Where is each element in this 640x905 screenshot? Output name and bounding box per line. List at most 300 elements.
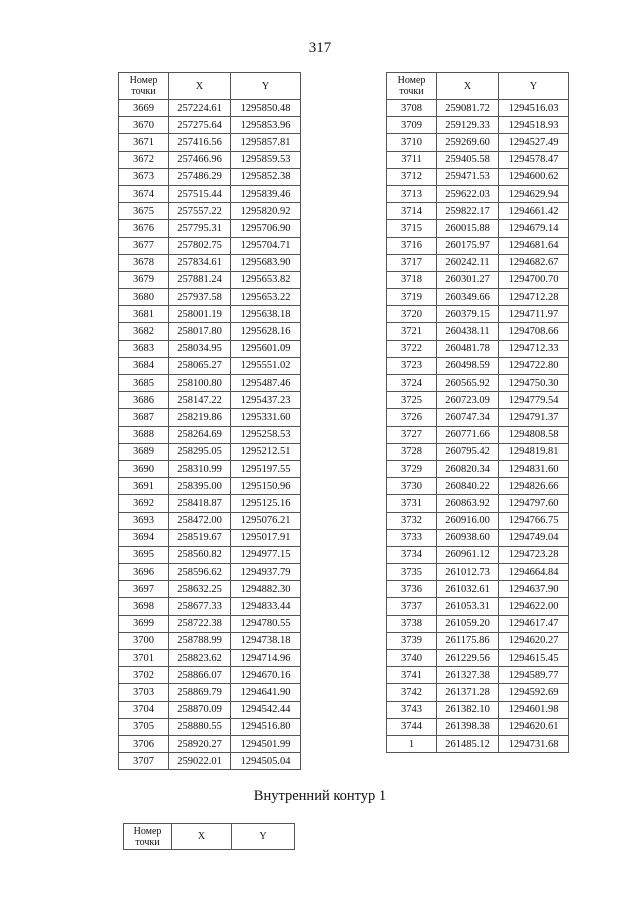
- point-number-cell: 3700: [119, 632, 169, 649]
- y-coordinate-cell: 1295857.81: [231, 134, 301, 151]
- table-row: [387, 460, 569, 477]
- y-coordinate-cell: 1295258.53: [231, 426, 301, 443]
- point-number-cell: 3732: [387, 512, 437, 529]
- table-row: [119, 632, 301, 649]
- table-row: [387, 426, 569, 443]
- point-number-cell: 3706: [119, 735, 169, 752]
- y-coordinate-cell: 1295076.21: [231, 512, 301, 529]
- y-coordinate-cell: 1295704.71: [231, 237, 301, 254]
- page-number: 317: [308, 40, 332, 56]
- y-coordinate-cell: 1294589.77: [499, 667, 569, 684]
- y-coordinate-cell: 1295653.22: [231, 289, 301, 306]
- y-coordinate-cell: 1294516.03: [499, 100, 569, 117]
- table-row: [387, 564, 569, 581]
- table-row: [119, 460, 301, 477]
- y-coordinate-cell: 1295437.23: [231, 392, 301, 409]
- y-coordinate-cell: 1294505.04: [231, 753, 301, 770]
- point-number-cell: 3730: [387, 478, 437, 495]
- x-coordinate-cell: 261229.56: [437, 650, 499, 667]
- y-coordinate-cell: 1294708.66: [499, 323, 569, 340]
- y-coordinate-cell: 1295638.18: [231, 306, 301, 323]
- x-coordinate-cell: 261485.12: [437, 735, 499, 752]
- x-coordinate-cell: 258017.80: [169, 323, 231, 340]
- point-number-cell: 3722: [387, 340, 437, 357]
- y-coordinate-cell: 1294791.37: [499, 409, 569, 426]
- table-row: [119, 512, 301, 529]
- x-coordinate-cell: 260938.60: [437, 529, 499, 546]
- x-coordinate-cell: 257486.29: [169, 168, 231, 185]
- table-row: [387, 203, 569, 220]
- point-number-cell: 3703: [119, 684, 169, 701]
- point-number-cell: 3704: [119, 701, 169, 718]
- table-row: [387, 185, 569, 202]
- point-number-cell: 3701: [119, 650, 169, 667]
- y-coordinate-cell: 1295487.46: [231, 375, 301, 392]
- y-coordinate-cell: 1294661.42: [499, 203, 569, 220]
- x-coordinate-cell: 260820.34: [437, 460, 499, 477]
- y-coordinate-cell: 1294833.44: [231, 598, 301, 615]
- x-coordinate-cell: 258001.19: [169, 306, 231, 323]
- point-number-cell: 3687: [119, 409, 169, 426]
- x-coordinate-cell: 260723.09: [437, 392, 499, 409]
- y-coordinate-cell: 1294620.61: [499, 718, 569, 735]
- point-number-cell: 3717: [387, 254, 437, 271]
- coordinates-table-inner-contour: [123, 823, 295, 850]
- point-number-cell: 3744: [387, 718, 437, 735]
- y-coordinate-cell: 1294723.28: [499, 546, 569, 563]
- table-row: [387, 684, 569, 701]
- point-number-cell: 3741: [387, 667, 437, 684]
- x-coordinate-cell: 261327.38: [437, 667, 499, 684]
- table-row: [387, 100, 569, 117]
- header-num-line1: Номер: [397, 75, 426, 86]
- y-coordinate-cell: 1295859.53: [231, 151, 301, 168]
- point-number-cell: 3680: [119, 289, 169, 306]
- coordinates-table-left: [118, 72, 301, 770]
- table-header-row: [124, 824, 295, 850]
- table-row: [119, 100, 301, 117]
- x-coordinate-cell: 261382.10: [437, 701, 499, 718]
- y-coordinate-cell: 1294600.62: [499, 168, 569, 185]
- y-coordinate-cell: 1295653.82: [231, 271, 301, 288]
- point-number-cell: 3720: [387, 306, 437, 323]
- point-number-cell: 3716: [387, 237, 437, 254]
- y-coordinate-cell: 1294527.49: [499, 134, 569, 151]
- x-coordinate-cell: 261012.73: [437, 564, 499, 581]
- y-coordinate-cell: 1295125.16: [231, 495, 301, 512]
- y-coordinate-cell: 1294712.33: [499, 340, 569, 357]
- header-num-line2: точки: [135, 836, 160, 848]
- x-coordinate-cell: 258632.25: [169, 581, 231, 598]
- x-coordinate-cell: 257834.61: [169, 254, 231, 271]
- table-row: [387, 323, 569, 340]
- x-coordinate-cell: 258264.69: [169, 426, 231, 443]
- x-coordinate-cell: 258310.99: [169, 460, 231, 477]
- point-number-cell: 3713: [387, 185, 437, 202]
- point-number-cell: 3711: [387, 151, 437, 168]
- table-row: [119, 426, 301, 443]
- x-coordinate-cell: 257557.22: [169, 203, 231, 220]
- point-number-cell: 3712: [387, 168, 437, 185]
- table-row: [387, 667, 569, 684]
- x-coordinate-cell: 258722.38: [169, 615, 231, 632]
- x-coordinate-cell: 259622.03: [437, 185, 499, 202]
- y-coordinate-cell: 1294780.55: [231, 615, 301, 632]
- y-coordinate-cell: 1294766.75: [499, 512, 569, 529]
- table-row: [387, 495, 569, 512]
- y-coordinate-cell: 1294731.68: [499, 735, 569, 752]
- y-coordinate-cell: 1294808.58: [499, 426, 569, 443]
- point-number-cell: 1: [387, 735, 437, 752]
- x-coordinate-cell: 260349.66: [437, 289, 499, 306]
- x-coordinate-cell: 260498.59: [437, 357, 499, 374]
- y-coordinate-cell: 1294714.96: [231, 650, 301, 667]
- x-coordinate-cell: 258560.82: [169, 546, 231, 563]
- point-number-cell: 3707: [119, 753, 169, 770]
- point-number-cell: 3699: [119, 615, 169, 632]
- table-row: [119, 581, 301, 598]
- x-coordinate-cell: 258519.67: [169, 529, 231, 546]
- table-row: [387, 718, 569, 735]
- point-number-cell: 3678: [119, 254, 169, 271]
- point-number-cell: 3736: [387, 581, 437, 598]
- point-number-cell: 3669: [119, 100, 169, 117]
- table-row: [387, 375, 569, 392]
- point-number-header: [387, 73, 437, 100]
- header-num-line2: точки: [399, 86, 424, 97]
- table-row: [119, 254, 301, 271]
- table-row: [387, 357, 569, 374]
- x-coordinate-cell: 258418.87: [169, 495, 231, 512]
- point-number-cell: 3692: [119, 495, 169, 512]
- y-coordinate-cell: 1294592.69: [499, 684, 569, 701]
- table-row: [119, 289, 301, 306]
- x-coordinate-cell: 258920.27: [169, 735, 231, 752]
- x-coordinate-cell: 260565.92: [437, 375, 499, 392]
- x-coordinate-cell: 259822.17: [437, 203, 499, 220]
- y-coordinate-cell: 1294620.27: [499, 632, 569, 649]
- table-row: [119, 392, 301, 409]
- x-coordinate-cell: 257937.58: [169, 289, 231, 306]
- header-num-line1: Номер: [129, 75, 158, 86]
- table-row: [387, 598, 569, 615]
- x-coordinate-cell: 260916.00: [437, 512, 499, 529]
- x-coordinate-cell: 258034.95: [169, 340, 231, 357]
- y-coordinate-cell: 1295628.16: [231, 323, 301, 340]
- point-number-cell: 3708: [387, 100, 437, 117]
- x-coordinate-cell: 257224.61: [169, 100, 231, 117]
- y-coordinate-cell: 1294578.47: [499, 151, 569, 168]
- x-coordinate-cell: 257515.44: [169, 185, 231, 202]
- y-coordinate-cell: 1295017.91: [231, 529, 301, 546]
- point-number-cell: 3688: [119, 426, 169, 443]
- y-coordinate-cell: 1295852.38: [231, 168, 301, 185]
- table-row: [387, 220, 569, 237]
- x-coordinate-cell: 258823.62: [169, 650, 231, 667]
- y-coordinate-cell: 1294664.84: [499, 564, 569, 581]
- x-coordinate-cell: 261053.31: [437, 598, 499, 615]
- table-row: [387, 168, 569, 185]
- table-row: [387, 632, 569, 649]
- y-coordinate-cell: 1294749.04: [499, 529, 569, 546]
- table-row: [387, 289, 569, 306]
- x-coordinate-cell: 257802.75: [169, 237, 231, 254]
- y-coordinate-cell: 1294622.00: [499, 598, 569, 615]
- table-row: [387, 650, 569, 667]
- y-coordinate-cell: 1294722.80: [499, 357, 569, 374]
- point-number-cell: 3721: [387, 323, 437, 340]
- table-row: [119, 168, 301, 185]
- y-coordinate-cell: 1294629.94: [499, 185, 569, 202]
- x-coordinate-cell: 258866.07: [169, 667, 231, 684]
- x-coordinate-cell: 258295.05: [169, 443, 231, 460]
- point-number-cell: 3727: [387, 426, 437, 443]
- x-coordinate-cell: 258472.00: [169, 512, 231, 529]
- x-coordinate-cell: 258065.27: [169, 357, 231, 374]
- table-row: [119, 701, 301, 718]
- y-header: Y: [231, 73, 301, 100]
- point-number-cell: 3724: [387, 375, 437, 392]
- point-number-cell: 3719: [387, 289, 437, 306]
- y-header: Y: [499, 73, 569, 100]
- table-row: [119, 185, 301, 202]
- point-number-cell: 3728: [387, 443, 437, 460]
- point-number-cell: 3698: [119, 598, 169, 615]
- point-number-cell: 3714: [387, 203, 437, 220]
- y-header: Y: [232, 824, 295, 850]
- y-coordinate-cell: 1294617.47: [499, 615, 569, 632]
- x-coordinate-cell: 261371.28: [437, 684, 499, 701]
- x-coordinate-cell: 259471.53: [437, 168, 499, 185]
- point-number-cell: 3739: [387, 632, 437, 649]
- table-row: [387, 546, 569, 563]
- table-row: [387, 409, 569, 426]
- point-number-cell: 3731: [387, 495, 437, 512]
- y-coordinate-cell: 1294679.14: [499, 220, 569, 237]
- y-coordinate-cell: 1294711.97: [499, 306, 569, 323]
- x-coordinate-cell: 258788.99: [169, 632, 231, 649]
- y-coordinate-cell: 1295820.92: [231, 203, 301, 220]
- x-coordinate-cell: 260301.27: [437, 271, 499, 288]
- section-title: Внутренний контур 1: [253, 788, 387, 804]
- table-row: [387, 254, 569, 271]
- table-row: [119, 134, 301, 151]
- point-number-header: [124, 824, 172, 850]
- point-number-cell: 3673: [119, 168, 169, 185]
- y-coordinate-cell: 1294501.99: [231, 735, 301, 752]
- x-coordinate-cell: 258869.79: [169, 684, 231, 701]
- table-row: [119, 375, 301, 392]
- point-number-cell: 3693: [119, 512, 169, 529]
- table-header-row: [119, 73, 301, 100]
- point-number-cell: 3686: [119, 392, 169, 409]
- table-row: [387, 735, 569, 752]
- y-coordinate-cell: 1294542.44: [231, 701, 301, 718]
- x-coordinate-cell: 260961.12: [437, 546, 499, 563]
- table-row: [387, 478, 569, 495]
- table-row: [119, 650, 301, 667]
- table-row: [119, 151, 301, 168]
- point-number-cell: 3672: [119, 151, 169, 168]
- table-row: [119, 735, 301, 752]
- table-header-row: [387, 73, 569, 100]
- point-number-cell: 3677: [119, 237, 169, 254]
- point-number-cell: 3738: [387, 615, 437, 632]
- header-num-line1: Номер: [133, 825, 162, 837]
- table-row: [387, 271, 569, 288]
- table-row: [387, 117, 569, 134]
- y-coordinate-cell: 1295839.46: [231, 185, 301, 202]
- point-number-cell: 3705: [119, 718, 169, 735]
- y-coordinate-cell: 1294738.18: [231, 632, 301, 649]
- table-row: [119, 598, 301, 615]
- point-number-cell: 3723: [387, 357, 437, 374]
- y-coordinate-cell: 1295197.55: [231, 460, 301, 477]
- header-num-line2: точки: [131, 86, 156, 97]
- point-number-cell: 3685: [119, 375, 169, 392]
- y-coordinate-cell: 1294712.28: [499, 289, 569, 306]
- x-coordinate-cell: 259269.60: [437, 134, 499, 151]
- table-row: [387, 701, 569, 718]
- table-row: [119, 667, 301, 684]
- table-row: [119, 443, 301, 460]
- table-row: [119, 495, 301, 512]
- x-coordinate-cell: 257275.64: [169, 117, 231, 134]
- x-coordinate-cell: 257881.24: [169, 271, 231, 288]
- x-coordinate-cell: 260747.34: [437, 409, 499, 426]
- point-number-cell: 3695: [119, 546, 169, 563]
- y-coordinate-cell: 1295601.09: [231, 340, 301, 357]
- y-coordinate-cell: 1294831.60: [499, 460, 569, 477]
- x-coordinate-cell: 260863.92: [437, 495, 499, 512]
- table-row: [387, 134, 569, 151]
- table-row: [119, 306, 301, 323]
- table-row: [119, 684, 301, 701]
- point-number-cell: 3691: [119, 478, 169, 495]
- table-row: [119, 117, 301, 134]
- x-coordinate-cell: 260379.15: [437, 306, 499, 323]
- point-number-cell: 3735: [387, 564, 437, 581]
- y-coordinate-cell: 1294882.30: [231, 581, 301, 598]
- table-row: [119, 718, 301, 735]
- x-coordinate-cell: 258880.55: [169, 718, 231, 735]
- y-coordinate-cell: 1295212.51: [231, 443, 301, 460]
- table-row: [119, 271, 301, 288]
- x-coordinate-cell: 260438.11: [437, 323, 499, 340]
- y-coordinate-cell: 1294977.15: [231, 546, 301, 563]
- point-number-cell: 3684: [119, 357, 169, 374]
- x-coordinate-cell: 258147.22: [169, 392, 231, 409]
- point-number-cell: 3683: [119, 340, 169, 357]
- point-number-cell: 3710: [387, 134, 437, 151]
- point-number-cell: 3676: [119, 220, 169, 237]
- table-row: [119, 615, 301, 632]
- x-coordinate-cell: 260771.66: [437, 426, 499, 443]
- table-row: [119, 529, 301, 546]
- x-coordinate-cell: 258677.33: [169, 598, 231, 615]
- point-number-cell: 3742: [387, 684, 437, 701]
- y-coordinate-cell: 1294681.64: [499, 237, 569, 254]
- point-number-cell: 3729: [387, 460, 437, 477]
- table-row: [119, 237, 301, 254]
- y-coordinate-cell: 1294670.16: [231, 667, 301, 684]
- table-row: [387, 512, 569, 529]
- x-header: X: [437, 73, 499, 100]
- x-coordinate-cell: 258100.80: [169, 375, 231, 392]
- table-row: [387, 237, 569, 254]
- coordinates-table-right: [386, 72, 569, 753]
- table-row: [387, 306, 569, 323]
- y-coordinate-cell: 1294518.93: [499, 117, 569, 134]
- point-number-cell: 3674: [119, 185, 169, 202]
- x-coordinate-cell: 260175.97: [437, 237, 499, 254]
- y-coordinate-cell: 1294641.90: [231, 684, 301, 701]
- y-coordinate-cell: 1295850.48: [231, 100, 301, 117]
- x-coordinate-cell: 259081.72: [437, 100, 499, 117]
- x-coordinate-cell: 260481.78: [437, 340, 499, 357]
- x-coordinate-cell: 260242.11: [437, 254, 499, 271]
- x-coordinate-cell: 260795.42: [437, 443, 499, 460]
- x-coordinate-cell: 259129.33: [437, 117, 499, 134]
- x-coordinate-cell: 261175.86: [437, 632, 499, 649]
- table-row: [119, 357, 301, 374]
- point-number-cell: 3694: [119, 529, 169, 546]
- x-coordinate-cell: 261059.20: [437, 615, 499, 632]
- y-coordinate-cell: 1295683.90: [231, 254, 301, 271]
- point-number-cell: 3671: [119, 134, 169, 151]
- table-row: [387, 151, 569, 168]
- x-coordinate-cell: 261398.38: [437, 718, 499, 735]
- table-row: [387, 340, 569, 357]
- point-number-cell: 3679: [119, 271, 169, 288]
- y-coordinate-cell: 1295853.96: [231, 117, 301, 134]
- table-row: [119, 323, 301, 340]
- table-row: [119, 203, 301, 220]
- point-number-cell: 3682: [119, 323, 169, 340]
- table-row: [387, 581, 569, 598]
- y-coordinate-cell: 1294700.70: [499, 271, 569, 288]
- y-coordinate-cell: 1294826.66: [499, 478, 569, 495]
- point-number-cell: 3726: [387, 409, 437, 426]
- x-coordinate-cell: 260015.88: [437, 220, 499, 237]
- point-number-cell: 3697: [119, 581, 169, 598]
- y-coordinate-cell: 1295706.90: [231, 220, 301, 237]
- y-coordinate-cell: 1294779.54: [499, 392, 569, 409]
- table-row: [119, 478, 301, 495]
- x-coordinate-cell: 259022.01: [169, 753, 231, 770]
- y-coordinate-cell: 1294637.90: [499, 581, 569, 598]
- y-coordinate-cell: 1294601.98: [499, 701, 569, 718]
- point-number-cell: 3743: [387, 701, 437, 718]
- x-coordinate-cell: 261032.61: [437, 581, 499, 598]
- y-coordinate-cell: 1295551.02: [231, 357, 301, 374]
- y-coordinate-cell: 1294615.45: [499, 650, 569, 667]
- table-row: [119, 220, 301, 237]
- x-coordinate-cell: 258219.86: [169, 409, 231, 426]
- table-row: [119, 564, 301, 581]
- x-coordinate-cell: 259405.58: [437, 151, 499, 168]
- x-header: X: [172, 824, 232, 850]
- x-coordinate-cell: 258870.09: [169, 701, 231, 718]
- y-coordinate-cell: 1294797.60: [499, 495, 569, 512]
- y-coordinate-cell: 1294682.67: [499, 254, 569, 271]
- point-number-cell: 3715: [387, 220, 437, 237]
- x-coordinate-cell: 258596.62: [169, 564, 231, 581]
- table-row: [119, 753, 301, 770]
- point-number-cell: 3709: [387, 117, 437, 134]
- point-number-cell: 3696: [119, 564, 169, 581]
- point-number-cell: 3689: [119, 443, 169, 460]
